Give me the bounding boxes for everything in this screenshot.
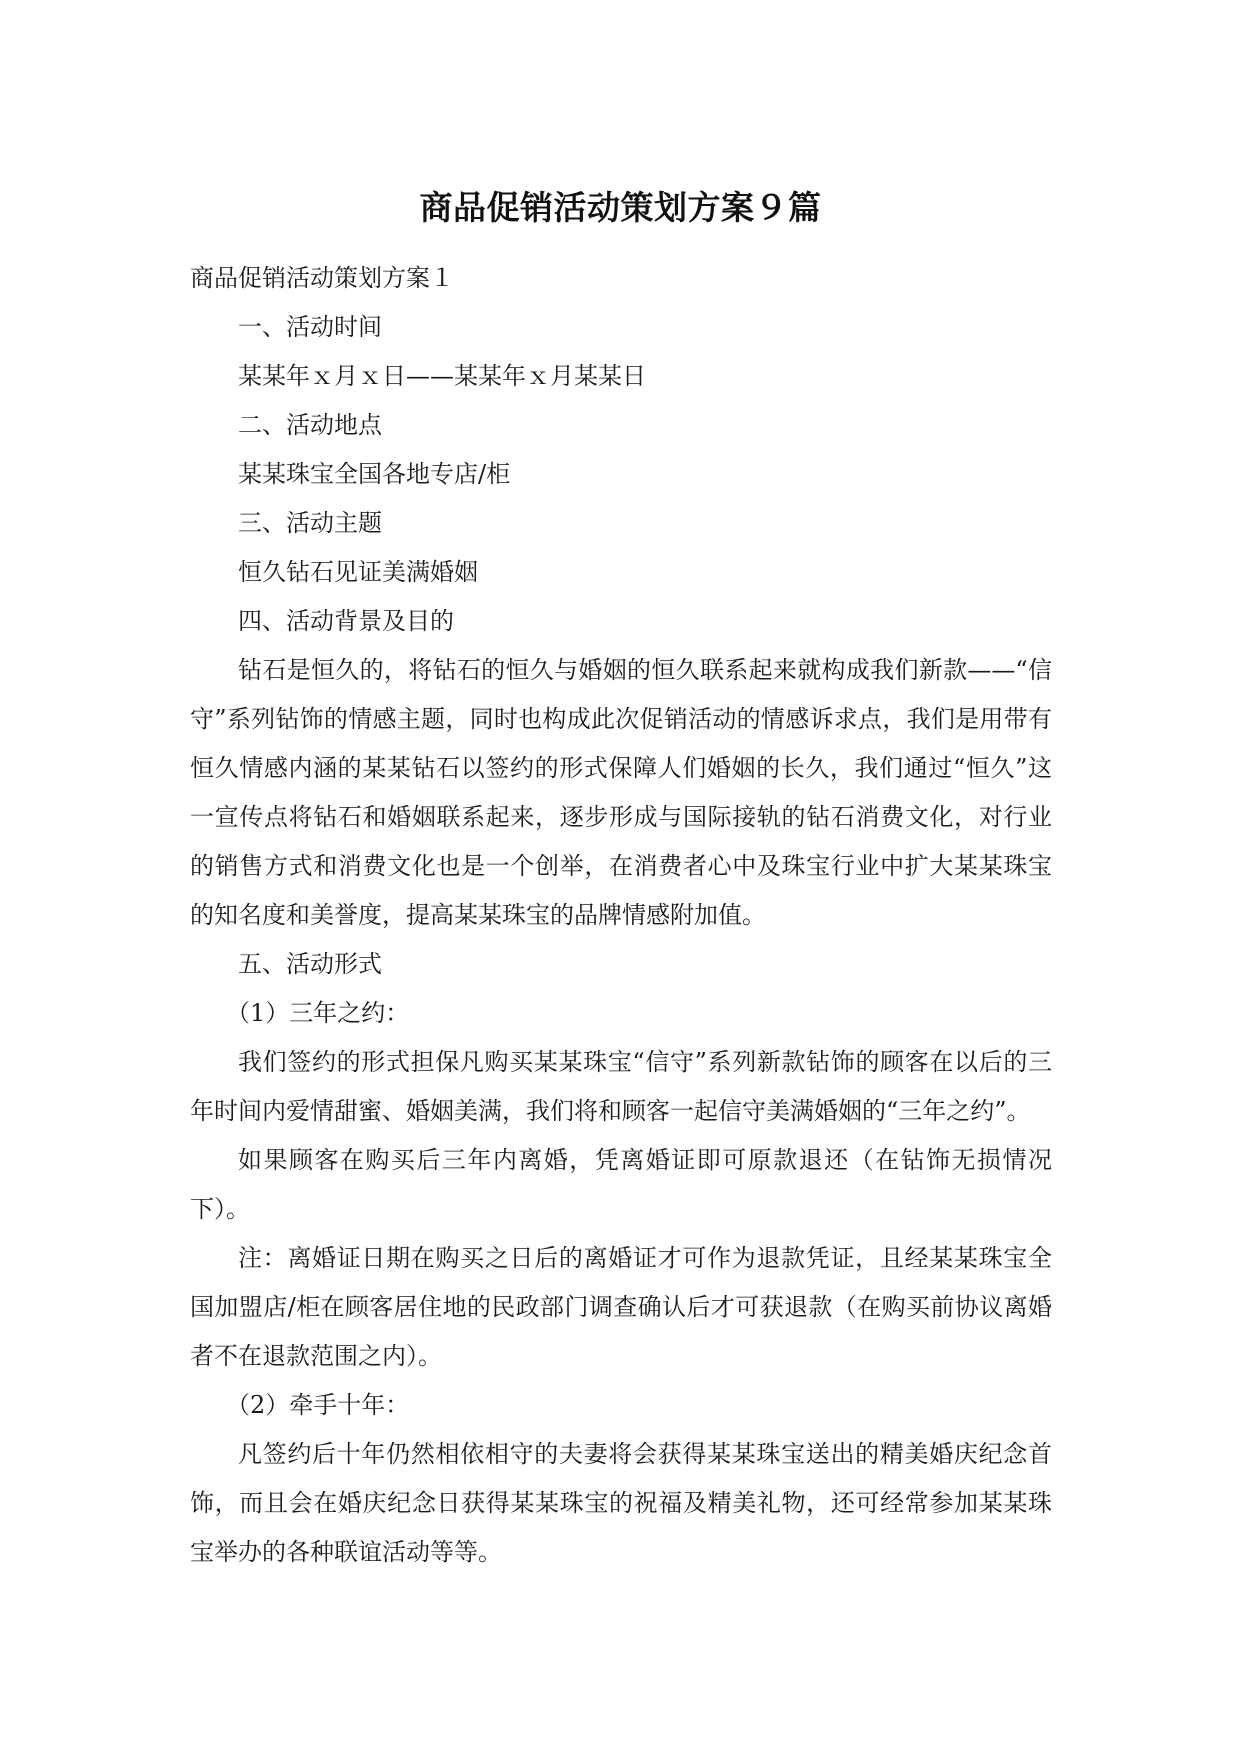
- document-body: [190, 254, 1052, 1577]
- divorce-refund-paragraph: 如果顾客在购买后三年内离婚，凭离婚证即可原款退还（在钻饰无损情况下）。: [190, 1146, 1052, 1223]
- three-year-paragraph: 我们签约的形式担保凡购买某某珠宝“信守”系列新款钻饰的顾客在以后的三年时间内爱情甜蜜、婚姻美满，我们将和顾客一起信守美满婚姻的“三年之约”。: [190, 1048, 1052, 1125]
- background-paragraph: 钻石是恒久的，将钻石的恒久与婚姻的恒久联系起来就构成我们新款——“信守”系列钻饰的情感主题，同时也构成此次促销活动的情感诉求点，我们是用带有恒久情感内涵的某某钻石以签约的形式保障人们婚姻的长久，我们通过“恒久”这一宣传点将钻石和婚姻联系起来，逐步形成与国际接轨的钻石消费文化，对行业的销售方式和消费文化也是一个创举，在消费者心中及珠宝行业中扩大某某珠宝的知名度和美誉度，提高某某珠宝的品牌情感附加值。: [190, 656, 1052, 929]
- section-heading-format: 五、活动形式: [238, 950, 382, 978]
- section-heading-time: 一、活动时间: [238, 313, 382, 341]
- ten-year-paragraph: 凡签约后十年仍然相依相守的夫妻将会获得某某珠宝送出的精美婚庆纪念首饰，而且会在婚庆纪念日获得某某珠宝的祝福及精美礼物，还可经常参加某某珠宝举办的各种联谊活动等等。: [190, 1440, 1052, 1566]
- event-theme-text: 恒久钻石见证美满婚姻: [238, 558, 478, 586]
- document-title: 商品促销活动策划方案９篇: [419, 188, 822, 227]
- plan-subtitle: 商品促销活动策划方案１: [190, 264, 454, 292]
- subsection-heading-ten-year: （2）牵手十年：: [226, 1391, 410, 1419]
- event-time-text: 某某年ｘ月ｘ日——某某年ｘ月某某日: [238, 362, 646, 390]
- event-location-text: 某某珠宝全国各地专店/柜: [238, 460, 511, 488]
- section-heading-background: 四、活动背景及目的: [238, 607, 454, 635]
- section-heading-location: 二、活动地点: [238, 411, 382, 439]
- note-paragraph: 注：离婚证日期在购买之日后的离婚证才可作为退款凭证，且经某某珠宝全国加盟店/柜在顾客居住地的民政部门调查确认后才可获退款（在购买前协议离婚者不在退款范围之内）。: [190, 1244, 1052, 1370]
- subsection-heading-three-year: （1）三年之约：: [226, 999, 410, 1027]
- section-heading-theme: 三、活动主题: [238, 509, 382, 537]
